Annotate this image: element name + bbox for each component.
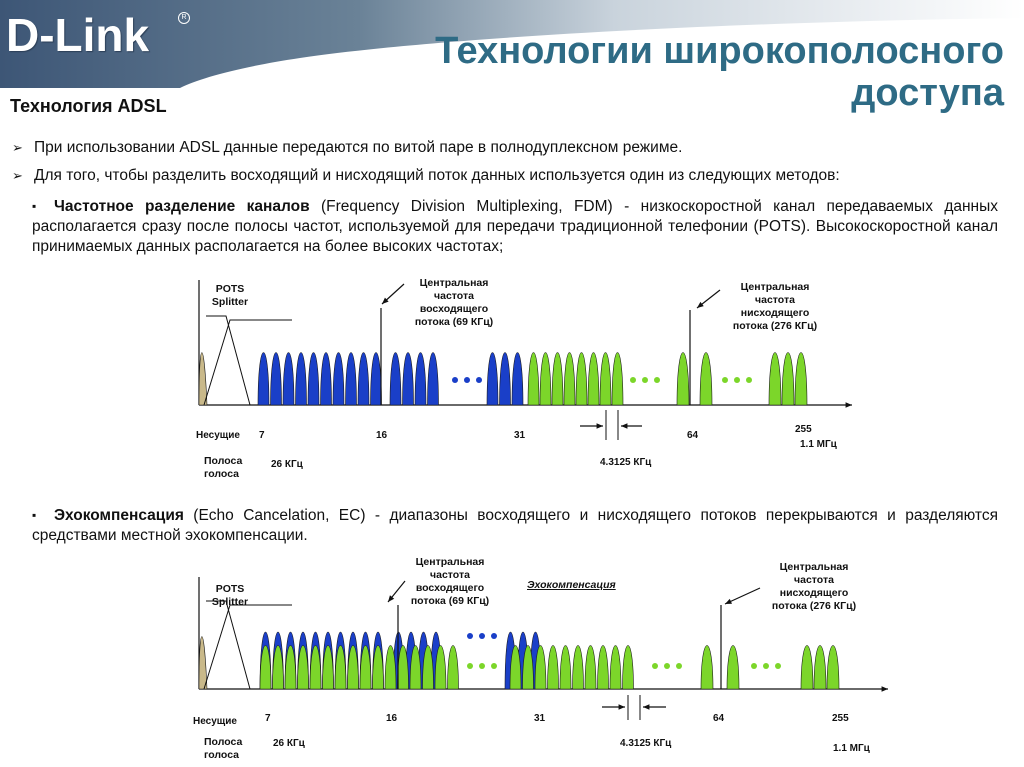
downstream-carrier xyxy=(548,646,559,690)
label-line: потока (276 КГц) xyxy=(771,600,857,612)
label-line: Центральная xyxy=(740,281,810,293)
ec-voice-freq: 26 КГц xyxy=(273,738,305,749)
fdm-tick-7: 7 xyxy=(259,430,265,441)
downstream-ellipsis-dots xyxy=(479,663,485,669)
downstream-carrier xyxy=(448,646,459,690)
fdm-voice-freq: 26 КГц xyxy=(271,459,303,470)
fdm-max-freq: 1.1 МГц xyxy=(800,439,837,450)
spacing-arrow xyxy=(643,704,649,709)
frequency-axis-arrow xyxy=(846,402,852,407)
upstream-carrier xyxy=(358,353,369,406)
label-line: нисходящего xyxy=(779,587,849,599)
fdm-spectrum-diagram xyxy=(0,270,1024,485)
upstream-ellipsis-dots xyxy=(479,633,485,639)
downstream-carrier xyxy=(814,646,826,690)
downstream-carrier xyxy=(769,353,781,406)
downstream-carrier xyxy=(801,646,813,690)
upstream-carrier xyxy=(258,353,269,406)
fdm-upstream-center-label xyxy=(404,277,504,329)
spacing-arrow xyxy=(597,423,603,428)
upstream-carrier xyxy=(390,353,401,406)
downstream-ellipsis-dots xyxy=(775,663,781,669)
upstream-ellipsis-dots xyxy=(452,377,458,383)
label-line: частота xyxy=(794,574,834,586)
fdm-downstream-center-label xyxy=(720,281,830,333)
ec-carrier-spacing: 4.3125 КГц xyxy=(620,738,672,749)
downstream-carrier xyxy=(560,646,571,690)
ec-carriers-label: Несущие xyxy=(193,716,237,727)
echo-cancellation-label: Эхокомпенсация xyxy=(527,579,616,591)
splitter-label: Splitter xyxy=(211,596,249,608)
method-fdm-text: (Frequency Division Multiplexing, FDM) - низкоскоростной канал передаваемых данных располагается сразу после полосы частот, используемой для передачи традиционной телефонии (POTS). Высокоскоростной канал принимаемых данных располагается на более высоких частотах; xyxy=(32,198,999,255)
label-line: голоса xyxy=(204,749,240,761)
upstream-carrier xyxy=(500,353,511,406)
downstream-ellipsis-dots xyxy=(746,377,752,383)
downstream-ellipsis-dots xyxy=(630,377,636,383)
fdm-tick-64: 64 xyxy=(687,430,699,441)
downstream-carrier xyxy=(600,353,611,406)
downstream-ellipsis-dots xyxy=(642,377,648,383)
method-fdm xyxy=(32,196,998,257)
downstream-carrier xyxy=(598,646,609,690)
downstream-carrier xyxy=(623,646,634,690)
upstream-carrier xyxy=(403,353,414,406)
dlink-logo: D-Link xyxy=(6,9,150,61)
bullet-2 xyxy=(12,165,840,186)
label-line: голоса xyxy=(204,468,240,480)
label-line: нисходящего xyxy=(740,307,810,319)
downstream-carrier xyxy=(528,353,539,406)
upstream-carrier xyxy=(428,353,439,406)
upstream-carrier xyxy=(371,353,382,406)
downstream-ellipsis-dots xyxy=(491,663,497,669)
fdm-pots-splitter-label xyxy=(202,283,258,309)
registered-mark: R xyxy=(178,12,190,24)
upstream-ellipsis-dots xyxy=(467,633,473,639)
upstream-carrier xyxy=(512,353,523,406)
frequency-axis-arrow xyxy=(882,686,888,691)
upstream-carrier xyxy=(296,353,307,406)
downstream-carrier xyxy=(795,353,807,406)
downstream-carrier xyxy=(727,646,739,690)
pots-band-shape xyxy=(199,637,207,690)
ec-tick-7: 7 xyxy=(265,713,271,724)
downstream-carrier xyxy=(540,353,551,406)
upstream-carrier xyxy=(415,353,426,406)
downstream-ellipsis-dots xyxy=(722,377,728,383)
method-ec-text: (Echo Cancelation, EC) - диапазоны восходящего и нисходящего потоков перекрываются и разделяются средствами местной эхокомпенсации. xyxy=(32,507,998,544)
downstream-carrier xyxy=(588,353,599,406)
label-line: Полоса xyxy=(204,455,243,467)
downstream-ellipsis-dots xyxy=(763,663,769,669)
downstream-carrier xyxy=(552,353,563,406)
downstream-carrier xyxy=(700,353,712,406)
ec-tick-64: 64 xyxy=(713,713,725,724)
fdm-carrier-spacing: 4.3125 КГц xyxy=(600,457,652,468)
bullet-1 xyxy=(12,137,682,158)
label-line: Центральная xyxy=(419,277,489,289)
downstream-carrier xyxy=(782,353,794,406)
label-line: восходящего xyxy=(415,582,485,594)
ec-pots-splitter-label xyxy=(202,583,258,609)
method-ec-term: Эхокомпенсация xyxy=(54,507,184,524)
downstream-carrier xyxy=(677,353,689,406)
arrow-bullet-icon: ➢ xyxy=(12,140,23,155)
downstream-carrier xyxy=(701,646,713,690)
pots-label: POTS xyxy=(215,583,245,595)
upstream-carrier xyxy=(487,353,498,406)
upstream-ellipsis-dots xyxy=(476,377,482,383)
bullet-2-text: Для того, чтобы разделить восходящий и нисходящий поток данных используется один из следующих методов: xyxy=(34,167,840,184)
label-line: Полоса xyxy=(204,736,243,748)
fdm-tick-31: 31 xyxy=(514,430,526,441)
square-bullet-icon: ▪ xyxy=(32,199,37,213)
page-title: Технологии широкополосного доступа xyxy=(435,30,1004,114)
splitter-lowpass-line xyxy=(206,601,250,689)
downstream-ellipsis-dots xyxy=(751,663,757,669)
label-line: потока (276 КГц) xyxy=(732,320,818,332)
ec-tick-255: 255 xyxy=(832,713,849,724)
splitter-lowpass-line xyxy=(206,316,250,405)
splitter-label: Splitter xyxy=(211,296,249,308)
downstream-ellipsis-dots xyxy=(467,663,473,669)
label-line: частота xyxy=(755,294,795,306)
spacing-arrow xyxy=(621,423,627,428)
ec-max-freq: 1.1 МГц xyxy=(833,743,870,754)
square-bullet-icon: ▪ xyxy=(32,508,37,522)
downstream-carrier xyxy=(573,646,584,690)
ec-spectrum-diagram xyxy=(0,555,1024,767)
fdm-tick-255: 255 xyxy=(795,424,812,435)
downstream-carrier xyxy=(827,646,839,690)
fdm-voice-band-label xyxy=(204,455,242,481)
label-line: Центральная xyxy=(779,561,849,573)
upstream-carrier xyxy=(283,353,294,406)
upstream-carrier xyxy=(308,353,319,406)
section-subtitle: Технология ADSL xyxy=(10,96,167,116)
downstream-carrier xyxy=(576,353,587,406)
downstream-ellipsis-dots xyxy=(654,377,660,383)
downstream-carrier xyxy=(610,646,621,690)
label-line: потока (69 КГц) xyxy=(410,595,490,607)
upstream-carrier xyxy=(346,353,357,406)
bullet-1-text: При использовании ADSL данные передаются по витой паре в полнодуплексном режиме. xyxy=(34,139,683,156)
downstream-carrier xyxy=(612,353,623,406)
upstream-carrier xyxy=(333,353,344,406)
label-line: частота xyxy=(430,569,470,581)
downstream-carrier xyxy=(564,353,575,406)
upstream-carrier xyxy=(271,353,282,406)
label-line: частота xyxy=(434,290,474,302)
pots-band-shape xyxy=(199,353,207,406)
method-ec xyxy=(32,505,998,546)
downstream-carrier xyxy=(585,646,596,690)
spacing-arrow xyxy=(619,704,625,709)
downstream-ellipsis-dots xyxy=(734,377,740,383)
fdm-tick-16: 16 xyxy=(376,430,388,441)
label-line: потока (69 КГц) xyxy=(414,316,494,328)
upstream-ellipsis-dots xyxy=(464,377,470,383)
ec-tick-31: 31 xyxy=(534,713,546,724)
upstream-carrier xyxy=(321,353,332,406)
downstream-ellipsis-dots xyxy=(676,663,682,669)
downstream-ellipsis-dots xyxy=(652,663,658,669)
ec-tick-16: 16 xyxy=(386,713,398,724)
label-line: Центральная xyxy=(415,556,485,568)
arrow-bullet-icon: ➢ xyxy=(12,168,23,183)
ec-upstream-center-label xyxy=(400,556,500,608)
fdm-carriers-label: Несущие xyxy=(196,430,240,441)
ec-voice-band-label xyxy=(204,736,242,762)
pots-label: POTS xyxy=(215,283,245,295)
ec-downstream-center-label xyxy=(759,561,869,613)
downstream-ellipsis-dots xyxy=(664,663,670,669)
method-fdm-term: Частотное разделение каналов xyxy=(54,198,310,215)
label-line: восходящего xyxy=(419,303,489,315)
upstream-ellipsis-dots xyxy=(491,633,497,639)
